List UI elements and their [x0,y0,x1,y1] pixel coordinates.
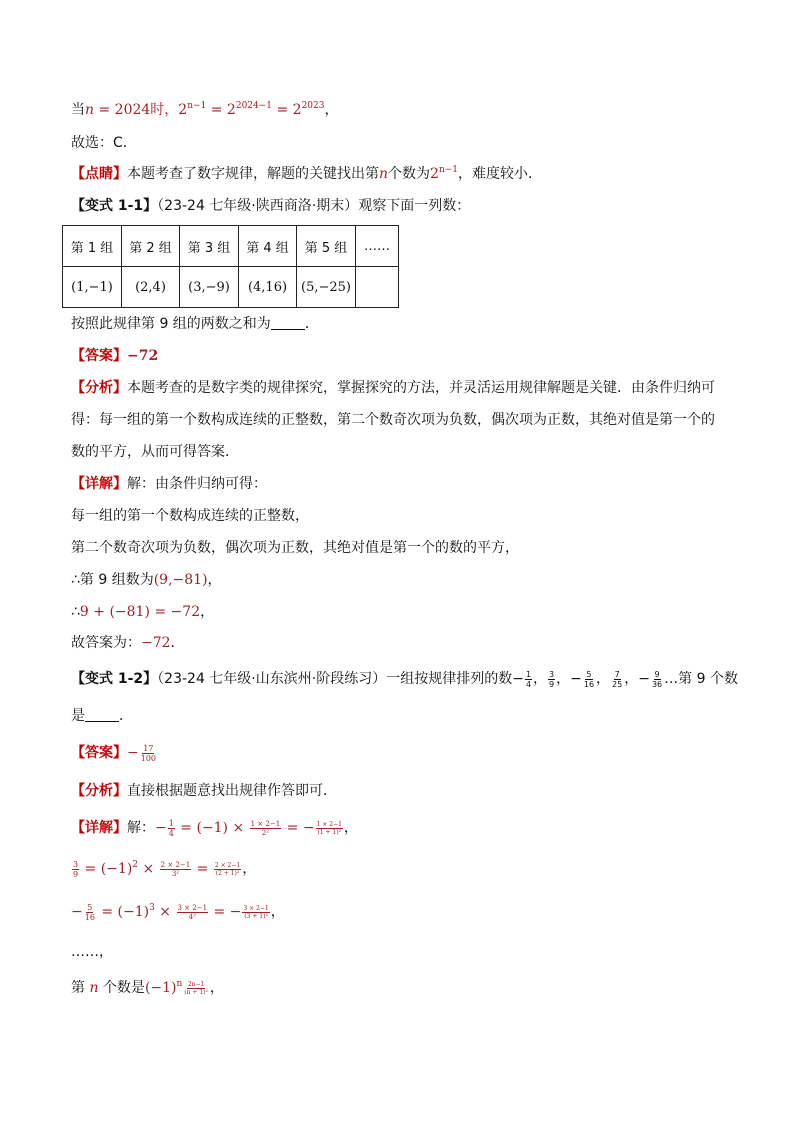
math: 2 [178,102,188,118]
text: ， [270,904,285,920]
exponent: 2024−1 [235,101,273,111]
table-cell: (5,−25) [297,267,356,308]
math-n: n [85,102,95,118]
table-cell: 第 2 组 [122,226,180,267]
analysis-line-3: 数的平方，从而可得答案． [71,444,239,460]
math: −72 [141,635,171,651]
math: = − [282,820,315,836]
text: ， [533,671,548,687]
analysis-line [71,378,715,398]
fraction: $\frac{5}{16}$ [84,902,95,922]
fraction: $\frac{1}{4}$ [168,818,174,838]
text: 观察下面一列数： [358,198,471,214]
exponent: 2023 [301,101,325,111]
math-n: n [89,980,99,996]
text: 解：由条件归纳可得： [127,476,267,492]
math: = (−1) × [175,820,249,836]
math: = 2024时， [94,102,179,118]
exponent: 2 [132,860,139,870]
general-term-line [71,978,224,998]
math: 9 + (−81) = −72 [79,604,201,620]
tag-answer: 【答案】 [71,348,127,364]
text: 个数是 [98,980,145,996]
fraction: $\frac{7}{25}$ [612,669,623,689]
answer-line-2 [71,743,158,763]
question-line [71,314,319,334]
fraction: $\frac{1 \times 2-1}{\text{2²}}$ [250,819,281,837]
text: 直接根据题意找出规律作答即可． [127,783,337,799]
variant-1-1-line [71,196,470,216]
fraction: $\frac{1 \times 2-1}{\text{(1 + 1)²}}$ [316,820,342,836]
fraction: $\frac{2 \times 2-1}{\text{(2 + 1)²}}$ [214,861,241,877]
tag-detail: 【详解】 [71,476,127,492]
text: − [638,671,650,687]
exponent: n−1 [187,101,207,111]
text: 故答案为： [71,635,141,651]
math: = 2 [206,102,236,118]
text: ， [556,671,571,687]
math: = (−1) [96,904,150,920]
text: 是 [71,708,85,724]
table-cell: (4,16) [239,267,297,308]
math: × [138,861,159,877]
detail-line-2: 每一组的第一个数构成连续的正整数， [71,508,309,524]
question-line-2 [71,706,133,726]
exponent: 3 [149,903,155,913]
detail-line-4 [71,570,222,590]
detail-line-9 [71,902,285,922]
text: ， [200,604,215,620]
source: （23-24 七年级·山东滨州·阶段练习） [157,671,387,687]
answer-blank [271,315,305,330]
table-cell: (2,4) [122,267,180,308]
table-cell: 第 5 组 [297,226,356,267]
tag-dianjing: 【点睛】 [71,166,127,182]
table-cell: (3,−9) [180,267,239,308]
math: = 2 [272,102,302,118]
math: (9,−81) [153,572,208,588]
choice-line: 故选：C． [71,135,137,151]
text: 个数为 [388,166,431,182]
table-cell: (1,−1) [63,267,122,308]
math: × [154,904,176,920]
text: 当 [71,102,85,118]
text: ， [624,671,639,687]
tag-detail: 【详解】 [71,820,127,836]
fraction: $\frac{2 \times 2-1}{\text{3²}}$ [160,860,191,878]
tag-analysis: 【分析】 [71,380,127,396]
text: ． [170,635,185,651]
text: ，难度较小． [458,166,543,182]
text: ． [119,708,133,724]
table-row [63,267,399,308]
variant-1-2-line [71,669,738,689]
text: ， [207,572,222,588]
math: − [71,904,83,920]
detail-line-6 [71,633,185,653]
exponent: n−1 [438,165,459,175]
tag-answer: 【答案】 [71,745,127,761]
text: 一组按规律排列的数 [386,671,513,687]
math: − [155,820,167,836]
group-table [62,225,399,308]
table-cell: 第 1 组 [63,226,122,267]
text: ， [343,820,358,836]
text: ， [324,102,339,118]
text: 解： [127,820,155,836]
text: ， [242,861,257,877]
fraction: $\frac{5}{16}$ [583,669,595,689]
table-cell: 第 3 组 [180,226,239,267]
fraction: $\frac{17}{100}$ [140,743,157,763]
analysis-line-4 [71,781,337,801]
text: 本题考查了数字规律，解题的关键找出第 [127,166,379,182]
ellipsis-line: ……， [71,944,113,960]
fraction: $\frac{2n-1}{\text{(n + 1)²}}$ [184,980,208,996]
analysis-line-2: 得：每一组的第一个数构成连续的正整数，第二个数奇次项为负数，偶次项为正数，其绝对值是第一个的 [71,412,715,428]
tag-variant-1-2: 【变式 1-2】 [71,671,158,687]
text: 本题考查的是数字类的规律探究，掌握探究的方法，并灵活运用规律解题是关键．由条件归纳可 [127,380,715,396]
detail-line-8 [71,859,256,879]
answer-blank [85,707,119,722]
answer-value: −72 [127,348,159,364]
math: − [127,745,139,761]
fraction: $\frac{3 \times 2-1}{\text{4²}}$ [177,903,208,921]
table-cell: …… [356,226,399,267]
text: 第 [71,980,90,996]
text: − [512,671,524,687]
math-n: n [379,166,389,182]
text: ， [596,671,611,687]
math: = [192,861,213,877]
table-header-row [63,226,399,267]
line-n-2024 [71,100,338,120]
math: = − [209,904,242,920]
answer-line [71,346,158,366]
detail-line-7 [71,818,358,838]
text: ， [209,980,224,996]
fraction: $\frac{3 \times 2-1}{\text{(3 + 1)²}}$ [243,904,269,920]
fraction: $\frac{3}{9}$ [549,669,555,689]
table-cell [356,267,399,308]
text: ∴ [71,604,80,620]
text: 按照此规律第 9 组的两数之和为 [71,316,271,332]
detail-line-3: 第二个数奇次项为负数，偶次项为正数，其绝对值是第一个的数的平方， [71,540,519,556]
tag-variant-1-1: 【变式 1-1】 [71,198,158,214]
table-cell: 第 4 组 [239,226,297,267]
tag-analysis: 【分析】 [71,783,127,799]
source: （23-24 七年级·陕西商洛·期末） [157,198,359,214]
math: = (−1) [80,861,133,877]
fraction: $\frac{9}{36}$ [651,669,663,689]
detail-line-5 [71,602,214,622]
text: − [570,671,582,687]
text: …第 9 个数 [664,671,738,687]
fraction: $\frac{1}{4}$ [525,669,532,689]
exponent: n [176,979,183,989]
math: 2 [430,166,439,182]
detail-line [71,474,267,494]
dianjing-line [71,164,542,184]
text: ． [304,316,319,332]
text: ∴第 9 组数为 [71,572,154,588]
math: (−1) [144,980,177,996]
fraction: $\frac{3}{9}$ [73,859,79,879]
